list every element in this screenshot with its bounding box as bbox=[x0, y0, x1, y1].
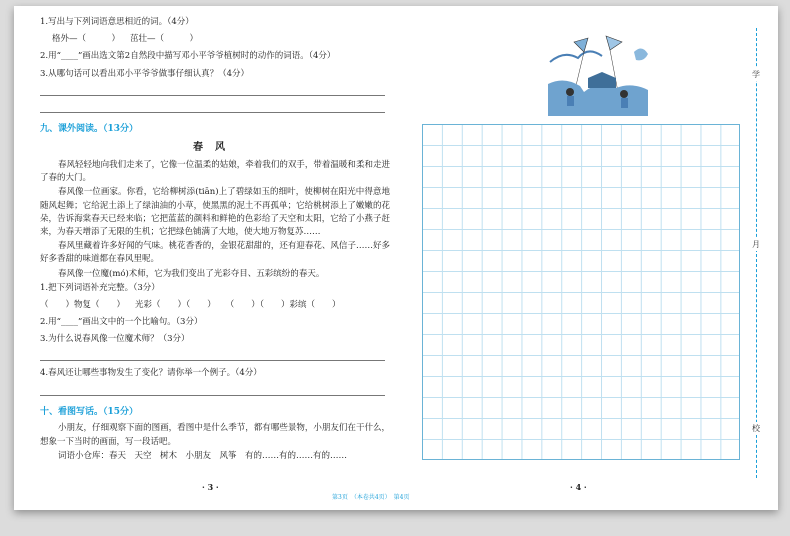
question-1: 1.写出与下列词语意思相近的词。（4分） bbox=[40, 17, 194, 27]
binding-label: 校 bbox=[752, 424, 760, 433]
writing-instruction: 小朋友，仔细观察下面的图画，看图中是什么季节，都有哪些景物，小朋友们在干什么，想象一下当时的画面，写一段话吧。 bbox=[40, 423, 390, 447]
page-footer: 第3页 （本卷共4页） 第4页 bbox=[332, 494, 410, 501]
kite-flying-illustration bbox=[544, 32, 654, 116]
writing-grid[interactable] bbox=[422, 124, 740, 460]
section-9-title: 九、课外阅读。（13分） bbox=[40, 123, 139, 134]
r1-item: （ ）（ ）彩缤（ ） bbox=[225, 299, 341, 310]
q1-item: 茁壮—（ ） bbox=[130, 34, 199, 45]
page-number-left: · 3 · bbox=[202, 482, 219, 492]
article-title: 春风 bbox=[193, 141, 237, 153]
section-10-title: 十、看图写话。（15分） bbox=[40, 406, 139, 417]
reading-question-1-items bbox=[40, 299, 390, 312]
answer-line[interactable] bbox=[40, 385, 385, 396]
answer-line[interactable] bbox=[40, 85, 385, 96]
reading-question-3: 3.为什么说春风像一位魔术师？（3分） bbox=[40, 334, 190, 345]
answer-line[interactable] bbox=[40, 102, 385, 113]
reading-question-1: 1.把下列词语补充完整。（3分） bbox=[40, 282, 160, 293]
binding-label: 学 bbox=[752, 70, 760, 79]
q1-item: 格外—（ ） bbox=[52, 34, 121, 45]
reading-question-2: 2.用“____”画出文中的一个比喻句。（3分） bbox=[40, 317, 203, 328]
page-number-right: · 4 · bbox=[570, 482, 587, 492]
word-bank: 词语小仓库：春天 天空 树木 小朋友 风筝 有的……有的……有的…… bbox=[58, 450, 348, 461]
article-paragraph: 春风轻轻地向我们走来了，它像一位温柔的姑娘，牵着我们的双手，带着温暖和柔和走进了春的大门。 bbox=[40, 160, 390, 184]
article-paragraph: 春风里藏着许多好闻的气味。桃花香香的，金银花甜甜的，还有迎春花、风信子……好多好多香甜的味道都在春风里呢。 bbox=[40, 241, 390, 265]
answer-line[interactable] bbox=[40, 350, 385, 361]
question-2: 2.用“____”画出选文第2自然段中描写邓小平爷爷植树时的动作的词语。（4分） bbox=[40, 51, 336, 62]
article-paragraph: 春风像一位魔(mó)术师，它为我们变出了光彩夺目、五彩缤纷的春天。 bbox=[58, 268, 325, 279]
question-1-items bbox=[40, 33, 390, 46]
article-paragraph: 春风像一位画家。你看，它给柳树添(tiān)上了碧绿如玉的细叶，使柳树在阳光中得意地随风起舞；它给泥土添上了绿油油的小草，使黑黑的泥土不再孤单；它给桃树添上了嫩嫩的花朵，告诉海棠春天已经来临；它把蓝蓝的颜料和鲜艳的色彩给了天空和太阳，它给了小燕子赶来，为春天增添了无限的生机；它把绿色铺满了大地，使大地万物复苏…… bbox=[40, 187, 390, 237]
binding-label: 月 bbox=[752, 240, 760, 249]
question-3: 3.从哪句话可以看出邓小平爷爷做事仔细认真？（4分） bbox=[40, 68, 250, 79]
r1-item: 光彩（ ）（ ） bbox=[135, 299, 216, 310]
left-page bbox=[40, 16, 390, 464]
reading-question-4: 4.春风还让哪些事物发生了变化？请你举一个例子。（4分） bbox=[40, 368, 262, 379]
binding-line bbox=[756, 28, 758, 478]
r1-item: （ ）物复（ ） bbox=[40, 299, 126, 310]
exam-sheet bbox=[14, 6, 778, 510]
